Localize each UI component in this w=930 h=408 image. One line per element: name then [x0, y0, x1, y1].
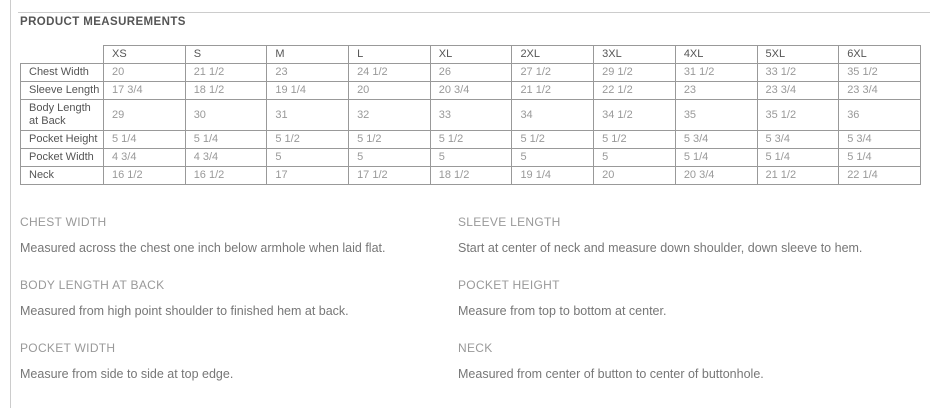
measurement-value-cell: 36 [839, 100, 921, 131]
definition-description: Measure from top to bottom at center. [458, 304, 667, 318]
definition-block [458, 215, 921, 255]
measurement-value-cell: 21 1/2 [757, 167, 839, 185]
definition-block [20, 215, 458, 255]
measurement-value-cell: 20 3/4 [430, 82, 512, 100]
measurement-value-cell: 19 1/4 [512, 167, 594, 185]
measurement-value-cell: 32 [349, 100, 431, 131]
measurement-value-cell: 19 1/4 [267, 82, 349, 100]
measurements-table [20, 45, 921, 185]
measurement-value-cell: 29 [104, 100, 186, 131]
measurement-row-label: Chest Width [21, 64, 104, 82]
size-column-header: S [185, 46, 267, 64]
measurement-value-cell: 18 1/2 [185, 82, 267, 100]
table-row [21, 64, 921, 82]
measurement-definitions [20, 215, 921, 381]
measurement-value-cell: 30 [185, 100, 267, 131]
measurement-value-cell: 21 1/2 [512, 82, 594, 100]
measurement-row-label: Sleeve Length [21, 82, 104, 100]
size-column-header: XS [104, 46, 186, 64]
definition-term: POCKET HEIGHT [458, 278, 560, 292]
measurement-value-cell: 5 1/4 [757, 149, 839, 167]
definition-term: SLEEVE LENGTH [458, 215, 561, 229]
measurement-value-cell: 5 3/4 [757, 131, 839, 149]
measurement-value-cell: 35 1/2 [839, 64, 921, 82]
table-row [21, 167, 921, 185]
measurement-value-cell: 23 [267, 64, 349, 82]
panel-content [20, 0, 922, 381]
measurement-value-cell: 33 [430, 100, 512, 131]
measurement-value-cell: 5 1/2 [349, 131, 431, 149]
definition-term: BODY LENGTH AT BACK [20, 278, 165, 292]
measurement-value-cell: 5 1/2 [512, 131, 594, 149]
measurement-value-cell: 20 [594, 167, 676, 185]
table-row [21, 149, 921, 167]
page-title: PRODUCT MEASUREMENTS [20, 16, 186, 28]
definition-block [458, 341, 921, 381]
measurement-value-cell: 20 [104, 64, 186, 82]
definition-description: Measured from high point shoulder to finished hem at back. [20, 304, 349, 318]
size-column-header: M [267, 46, 349, 64]
measurement-value-cell: 4 3/4 [185, 149, 267, 167]
definition-term: POCKET WIDTH [20, 341, 116, 355]
measurement-row-label: Pocket Width [21, 149, 104, 167]
measurement-value-cell: 34 1/2 [594, 100, 676, 131]
measurement-value-cell: 29 1/2 [594, 64, 676, 82]
measurement-value-cell: 5 3/4 [839, 131, 921, 149]
size-column-header: 3XL [594, 46, 676, 64]
measurement-value-cell: 16 1/2 [185, 167, 267, 185]
size-header-row [21, 46, 921, 64]
definition-term: NECK [458, 341, 493, 355]
definition-block [20, 341, 458, 381]
definition-description: Measured across the chest one inch below armhole when laid flat. [20, 241, 386, 255]
measurement-value-cell: 35 [675, 100, 757, 131]
measurement-value-cell: 5 [430, 149, 512, 167]
size-column-header: 4XL [675, 46, 757, 64]
measurement-value-cell: 21 1/2 [185, 64, 267, 82]
measurement-value-cell: 23 3/4 [839, 82, 921, 100]
size-column-header: L [349, 46, 431, 64]
measurement-value-cell: 27 1/2 [512, 64, 594, 82]
measurement-value-cell: 24 1/2 [349, 64, 431, 82]
measurement-value-cell: 23 [675, 82, 757, 100]
measurement-row-label: Pocket Height [21, 131, 104, 149]
table-row [21, 82, 921, 100]
measurement-value-cell: 5 1/4 [104, 131, 186, 149]
definition-block [20, 278, 458, 318]
table-row [21, 131, 921, 149]
measurement-value-cell: 5 [512, 149, 594, 167]
corner-cell [21, 46, 104, 64]
measurement-value-cell: 31 1/2 [675, 64, 757, 82]
measurement-value-cell: 18 1/2 [430, 167, 512, 185]
measurement-value-cell: 5 1/4 [185, 131, 267, 149]
size-column-header: 5XL [757, 46, 839, 64]
measurement-value-cell: 5 [594, 149, 676, 167]
measurement-value-cell: 5 3/4 [675, 131, 757, 149]
definition-description: Measure from side to side at top edge. [20, 367, 234, 381]
measurement-row-label: Neck [21, 167, 104, 185]
definition-description: Measured from center of button to center of buttonhole. [458, 367, 764, 381]
table-row [21, 100, 921, 131]
measurement-value-cell: 33 1/2 [757, 64, 839, 82]
measurement-value-cell: 22 1/2 [594, 82, 676, 100]
measurement-value-cell: 5 [267, 149, 349, 167]
size-column-header: 6XL [839, 46, 921, 64]
measurement-value-cell: 5 [349, 149, 431, 167]
definition-block [458, 278, 921, 318]
measurement-value-cell: 17 3/4 [104, 82, 186, 100]
definition-term: CHEST WIDTH [20, 215, 107, 229]
size-column-header: XL [430, 46, 512, 64]
measurement-value-cell: 20 3/4 [675, 167, 757, 185]
measurement-value-cell: 23 3/4 [757, 82, 839, 100]
measurement-value-cell: 35 1/2 [757, 100, 839, 131]
measurement-value-cell: 5 1/2 [430, 131, 512, 149]
measurement-value-cell: 5 1/2 [594, 131, 676, 149]
measurement-value-cell: 20 [349, 82, 431, 100]
definition-description: Start at center of neck and measure down shoulder, down sleeve to hem. [458, 241, 863, 255]
measurement-value-cell: 26 [430, 64, 512, 82]
measurement-value-cell: 17 1/2 [349, 167, 431, 185]
measurement-value-cell: 4 3/4 [104, 149, 186, 167]
measurement-row-label: Body Length at Back [21, 100, 104, 131]
measurement-value-cell: 5 1/4 [675, 149, 757, 167]
measurement-value-cell: 16 1/2 [104, 167, 186, 185]
measurement-value-cell: 17 [267, 167, 349, 185]
measurement-value-cell: 31 [267, 100, 349, 131]
measurement-value-cell: 5 1/2 [267, 131, 349, 149]
size-column-header: 2XL [512, 46, 594, 64]
measurement-value-cell: 22 1/4 [839, 167, 921, 185]
left-border-rule [10, 0, 11, 408]
measurement-value-cell: 5 1/4 [839, 149, 921, 167]
measurement-value-cell: 34 [512, 100, 594, 131]
